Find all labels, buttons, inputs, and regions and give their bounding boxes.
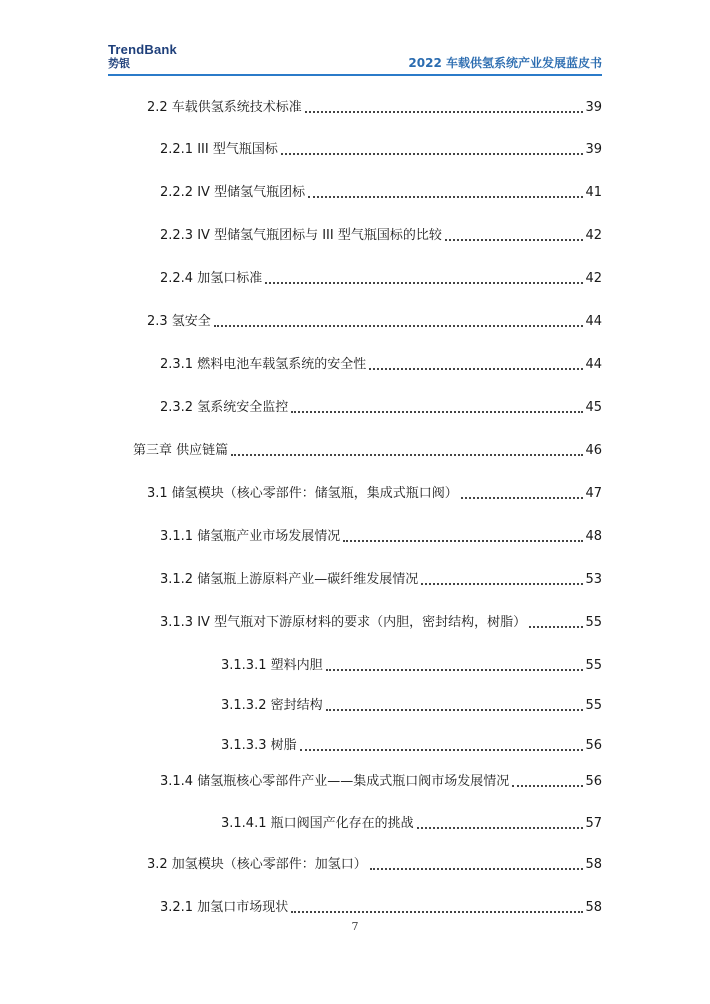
toc-entry[interactable] (160, 896, 602, 916)
dot-leader (291, 411, 583, 413)
dot-leader (300, 749, 584, 751)
dot-leader (343, 540, 583, 542)
dot-leader (265, 282, 583, 284)
dot-leader (291, 911, 583, 913)
toc-entry-page: 39 (585, 100, 602, 115)
toc-entry-page: 47 (585, 486, 602, 501)
dot-leader (214, 325, 584, 327)
toc-entry-page: 55 (585, 698, 602, 713)
logo-english: TrendBank (108, 42, 177, 57)
dot-leader (305, 111, 584, 113)
dot-leader (369, 368, 583, 370)
toc-entry-title: 3.1.1 储氢瓶产业市场发展情况 (160, 529, 341, 544)
toc-entry-title: 2.2.1 III 型气瓶国标 (160, 142, 278, 157)
toc-entry[interactable] (160, 267, 602, 287)
toc-entry-title: 2.2.4 加氢口标准 (160, 271, 263, 286)
toc-entry[interactable] (147, 853, 602, 873)
toc-entry-page: 58 (585, 857, 602, 872)
toc-entry[interactable] (221, 812, 602, 832)
toc-entry-title: 2.3.1 燃料电池车载氢系统的安全性 (160, 357, 367, 372)
toc-entry-title: 3.1.3.3 树脂 (221, 738, 297, 753)
toc-entry-page: 45 (585, 400, 602, 415)
toc-entry-page: 41 (585, 185, 602, 200)
toc-entry-title: 3.1.4.1 瓶口阀国产化存在的挑战 (221, 816, 414, 831)
toc-entry[interactable] (221, 694, 602, 714)
toc-entry-page: 56 (585, 738, 602, 753)
toc-entry-title: 3.2 加氢模块（核心零部件：加氢口） (147, 857, 367, 872)
toc-entry-title: 2.2.2 IV 型储氢气瓶团标 (160, 185, 306, 200)
toc-entry-title: 3.1.4 储氢瓶核心零部件产业——集成式瓶口阀市场发展情况 (160, 774, 510, 789)
toc-entry-title: 3.1.2 储氢瓶上游原料产业—碳纤维发展情况 (160, 572, 419, 587)
dot-leader (417, 827, 584, 829)
toc-entry-title: 2.3 氢安全 (147, 314, 211, 329)
dot-leader (281, 153, 584, 155)
toc-entry-page: 57 (585, 816, 602, 831)
dot-leader (461, 497, 584, 499)
dot-leader (231, 454, 583, 456)
toc-entry-page: 55 (585, 658, 602, 673)
toc-entry[interactable] (160, 181, 602, 201)
trendbank-logo (108, 43, 208, 70)
dot-leader (529, 626, 583, 628)
dot-leader (445, 239, 584, 241)
toc-entry-page: 48 (585, 529, 602, 544)
toc-entry-page: 58 (585, 900, 602, 915)
toc-entry-title: 3.1.3 IV 型气瓶对下游原材料的要求（内胆，密封结构，树脂） (160, 615, 527, 630)
toc-entry-page: 42 (585, 271, 602, 286)
toc-entry[interactable] (147, 96, 602, 116)
toc-entry-title: 3.2.1 加氢口市场现状 (160, 900, 289, 915)
dot-leader (512, 785, 583, 787)
toc-entry-title: 3.1.3.2 密封结构 (221, 698, 323, 713)
toc-entry[interactable] (160, 396, 602, 416)
toc-entry[interactable] (221, 734, 602, 754)
toc-entry[interactable] (160, 353, 602, 373)
toc-entry-page: 39 (585, 142, 602, 157)
toc-entry-title: 3.1.3.1 塑料内胆 (221, 658, 323, 673)
toc-entry-page: 55 (585, 615, 602, 630)
toc-entry-title: 2.2.3 IV 型储氢气瓶团标与 III 型气瓶国标的比较 (160, 228, 442, 243)
page-number: 7 (351, 920, 359, 933)
toc-entry[interactable] (133, 439, 602, 459)
toc-entry-page: 42 (585, 228, 602, 243)
dot-leader (326, 709, 584, 711)
toc-entry[interactable] (160, 224, 602, 244)
toc-entry-page: 46 (585, 443, 602, 458)
logo-chinese: 势银 (108, 57, 130, 70)
toc-entry[interactable] (147, 482, 602, 502)
dot-leader (326, 669, 584, 671)
dot-leader (308, 196, 583, 198)
toc-entry-page: 56 (585, 774, 602, 789)
report-title: 2022 车载供氢系统产业发展蓝皮书 (408, 56, 602, 70)
dot-leader (421, 583, 583, 585)
header-divider (108, 74, 602, 76)
toc-entry-title: 第三章 供应链篇 (133, 443, 229, 458)
toc-entry[interactable] (160, 611, 602, 631)
toc-entry-page: 44 (585, 357, 602, 372)
page-header (108, 43, 602, 73)
toc-entry[interactable] (221, 654, 602, 674)
toc-entry[interactable] (160, 770, 602, 790)
toc-entry[interactable] (147, 310, 602, 330)
toc-entry[interactable] (160, 138, 602, 158)
toc-entry-title: 2.3.2 氢系统安全监控 (160, 400, 289, 415)
toc-entry-title: 2.2 车载供氢系统技术标准 (147, 100, 302, 115)
toc-entry[interactable] (160, 568, 602, 588)
toc-entry-page: 44 (585, 314, 602, 329)
toc-entry[interactable] (160, 525, 602, 545)
dot-leader (370, 868, 584, 870)
toc-entry-title: 3.1 储氢模块（核心零部件：储氢瓶，集成式瓶口阀） (147, 486, 458, 501)
toc-entry-page: 53 (585, 572, 602, 587)
